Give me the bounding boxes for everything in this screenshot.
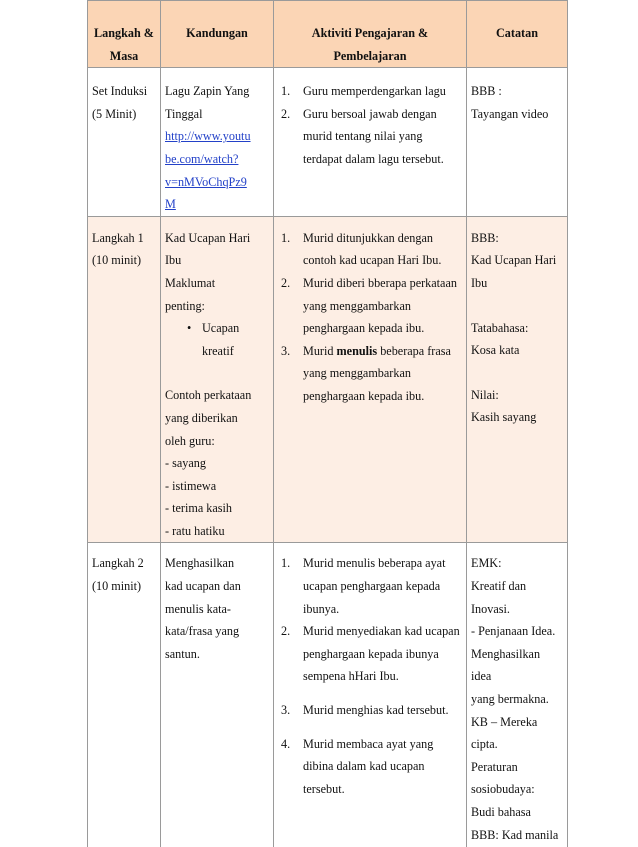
activity-number: 3. — [281, 703, 291, 718]
notes-cell — [467, 543, 568, 847]
bullet-text: kreatif — [202, 343, 234, 358]
note-line: BBB : — [471, 84, 502, 99]
content-cell — [161, 543, 274, 847]
note-line: cipta. — [471, 737, 498, 752]
note-line: sosiobudaya: — [471, 782, 535, 797]
activity-bold-text: menulis — [336, 343, 378, 358]
activity-number: 3. — [281, 343, 291, 358]
header-aktiviti: Aktiviti Pengajaran & Pembelajaran — [274, 1, 467, 68]
note-line: Nilai: — [471, 387, 499, 402]
activity-text: Murid menghias kad tersebut. — [303, 703, 449, 718]
activity-item — [278, 552, 462, 620]
content-line: - terima kasih — [165, 501, 233, 516]
activity-item — [278, 733, 462, 801]
activity-text: Guru memperdengarkan lagu — [303, 84, 446, 99]
activity-text: Guru bersoal jawab dengan murid tentang nilai yang terdapat dalam lagu tersebut. — [303, 106, 444, 166]
step-time: (5 Minit) — [92, 106, 137, 121]
table-row-set-induksi — [88, 68, 568, 217]
content-line: Kad Ucapan Hari — [165, 230, 251, 245]
activity-item — [278, 272, 462, 340]
content-line: Ibu — [165, 253, 182, 268]
table-row-langkah-1 — [88, 216, 568, 543]
step-label: Langkah 1 — [92, 230, 144, 245]
content-line: yang diberikan — [165, 410, 238, 425]
activity-item — [278, 227, 462, 272]
note-line: BBB: — [471, 230, 499, 245]
activity-item — [278, 103, 462, 171]
video-link[interactable]: M — [165, 197, 176, 212]
step-label: Set Induksi — [92, 84, 148, 99]
note-line: KB – Mereka — [471, 714, 538, 729]
video-link[interactable]: be.com/watch? — [165, 151, 239, 166]
content-cell — [161, 68, 274, 217]
activity-number: 2. — [281, 106, 291, 121]
table-row-langkah-2 — [88, 543, 568, 847]
content-line: Tinggal — [165, 106, 203, 121]
lesson-plan-table — [87, 0, 568, 847]
video-link[interactable]: http://www.youtu — [165, 129, 251, 144]
activity-text: Murid ditunjukkan dengan contoh kad ucapan Hari Ibu. — [303, 230, 442, 268]
activity-number: 2. — [281, 624, 291, 639]
activity-number: 1. — [281, 556, 291, 571]
bullet-dot-icon: • — [187, 321, 192, 336]
activity-list — [278, 227, 462, 408]
note-line: Kasih sayang — [471, 410, 537, 425]
video-link[interactable]: v=nMVoChqPz9 — [165, 174, 247, 189]
activity-number: 1. — [281, 84, 291, 99]
activity-item — [278, 340, 462, 408]
content-line: oleh guru: — [165, 433, 215, 448]
step-cell — [88, 543, 161, 847]
activity-text: Murid membaca ayat yang dibina dalam kad ucapan tersebut. — [303, 736, 434, 796]
activity-cell — [274, 68, 467, 217]
note-line: yang bermakna. — [471, 692, 549, 707]
note-line: Kreatif dan — [471, 579, 527, 594]
content-line: kata/frasa yang — [165, 624, 240, 639]
note-line: Kad Ucapan Hari — [471, 253, 557, 268]
header-langkah-masa: Langkah & Masa — [88, 1, 161, 68]
activity-list — [278, 552, 462, 800]
content-line: - ratu hatiku — [165, 523, 225, 538]
content-line: Lagu Zapin Yang — [165, 84, 250, 99]
note-line: BBB: Kad manila — [471, 827, 559, 842]
activity-text: Murid — [303, 343, 337, 358]
activity-number: 2. — [281, 275, 291, 290]
activity-item — [278, 620, 462, 688]
activity-item — [278, 80, 462, 103]
note-line: EMK: — [471, 556, 502, 571]
notes-cell — [467, 216, 568, 543]
content-cell — [161, 216, 274, 543]
table-header-row — [88, 1, 568, 68]
note-line: Kosa kata — [471, 343, 520, 358]
step-time: (10 minit) — [92, 579, 142, 594]
activity-text: Murid diberi bberapa perkataan yang menggambarkan penghargaan kepada ibu. — [303, 275, 457, 336]
note-line: Tayangan video — [471, 106, 549, 121]
activity-number: 1. — [281, 230, 291, 245]
note-line: Budi bahasa — [471, 805, 531, 819]
activity-text: Murid menyediakan kad ucapan penghargaan kepada ibunya sempena hHari Ibu. — [303, 624, 460, 684]
header-kandungan: Kandungan — [161, 1, 274, 68]
content-line: Maklumat — [165, 275, 216, 290]
activity-item — [278, 699, 462, 722]
step-label: Langkah 2 — [92, 556, 144, 571]
content-line: - istimewa — [165, 478, 217, 493]
content-line: santun. — [165, 646, 200, 661]
note-line: Ibu — [471, 275, 488, 290]
content-line: kad ucapan dan — [165, 579, 241, 594]
content-line: - sayang — [165, 456, 206, 471]
activity-text: Murid menulis beberapa ayat ucapan penghargaan kepada ibunya. — [303, 556, 446, 616]
header-catatan: Catatan — [467, 1, 568, 68]
content-line: penting: — [165, 298, 205, 313]
step-cell — [88, 216, 161, 543]
step-cell — [88, 68, 161, 217]
activity-text: beberapa frasa yang menggambarkan penghargaan kepada ibu. — [303, 343, 451, 403]
bullet-item — [165, 317, 269, 362]
note-line: Tatabahasa: — [471, 320, 529, 335]
notes-cell — [467, 68, 568, 217]
bullet-text: Ucapan — [202, 321, 240, 336]
activity-cell — [274, 543, 467, 847]
step-time: (10 minit) — [92, 253, 142, 268]
note-line: - Penjanaan Idea. — [471, 624, 556, 639]
activity-number: 4. — [281, 736, 291, 751]
note-line: Menghasilkan idea — [471, 646, 541, 684]
note-line: Inovasi. — [471, 601, 510, 616]
note-line: Peraturan — [471, 759, 518, 774]
content-line: Contoh perkataan — [165, 388, 252, 403]
content-line: Menghasilkan — [165, 556, 235, 571]
activity-list — [278, 80, 462, 170]
activity-cell — [274, 216, 467, 543]
content-line: menulis kata- — [165, 601, 231, 616]
